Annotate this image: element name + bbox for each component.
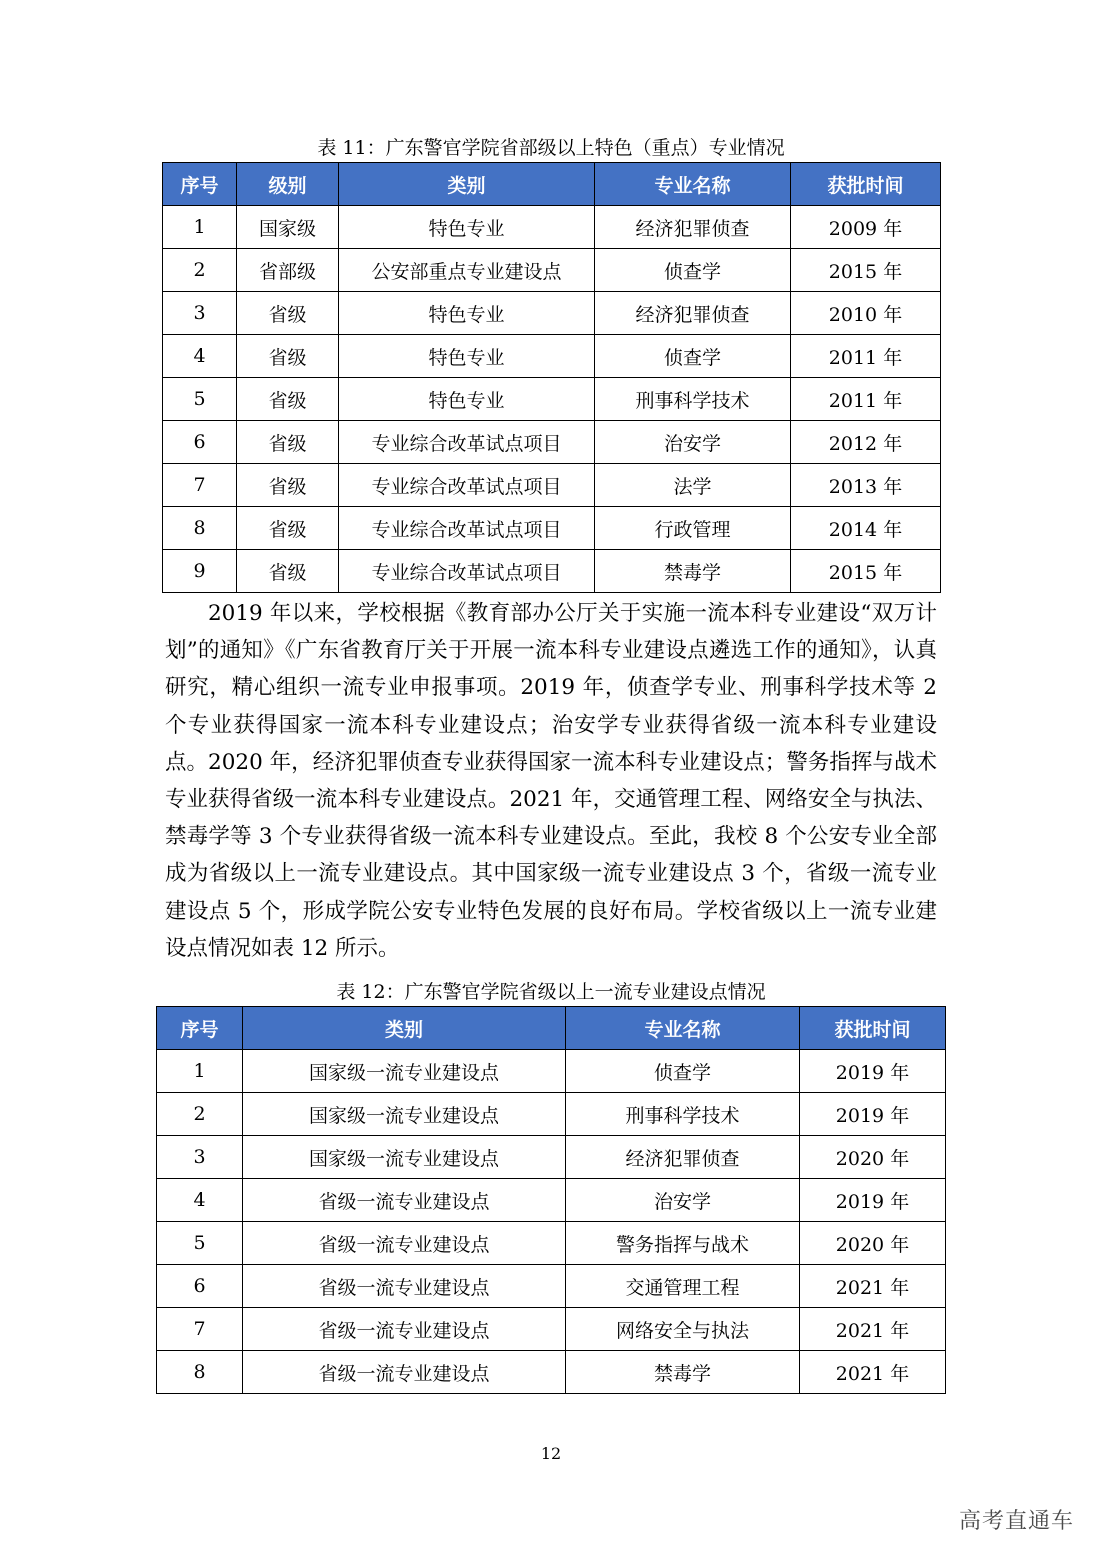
cell-major: 网络安全与执法 bbox=[566, 1308, 800, 1351]
cell-category: 省级一流专业建设点 bbox=[243, 1308, 566, 1351]
cell-level: 国家级 bbox=[237, 206, 339, 249]
cell-year: 2011 年 bbox=[791, 378, 941, 421]
cell-year: 2021 年 bbox=[800, 1308, 946, 1351]
cell-index: 5 bbox=[163, 378, 237, 421]
cell-index: 8 bbox=[157, 1351, 243, 1394]
cell-major: 警务指挥与战术 bbox=[566, 1222, 800, 1265]
table-row bbox=[157, 1222, 946, 1265]
cell-major: 禁毒学 bbox=[566, 1351, 800, 1394]
table-row bbox=[157, 1050, 946, 1093]
column-header: 级别 bbox=[237, 163, 339, 206]
cell-major: 法学 bbox=[595, 464, 791, 507]
cell-level: 省级 bbox=[237, 421, 339, 464]
cell-year: 2019 年 bbox=[800, 1050, 946, 1093]
column-header: 获批时间 bbox=[800, 1007, 946, 1050]
table-row bbox=[157, 1351, 946, 1394]
cell-year: 2019 年 bbox=[800, 1093, 946, 1136]
cell-major: 经济犯罪侦查 bbox=[595, 292, 791, 335]
table-row bbox=[157, 1265, 946, 1308]
cell-index: 2 bbox=[163, 249, 237, 292]
cell-index: 1 bbox=[163, 206, 237, 249]
cell-level: 省级 bbox=[237, 378, 339, 421]
table-header-row bbox=[157, 1007, 946, 1050]
table-row bbox=[157, 1093, 946, 1136]
cell-year: 2009 年 bbox=[791, 206, 941, 249]
cell-year: 2014 年 bbox=[791, 507, 941, 550]
cell-category: 专业综合改革试点项目 bbox=[339, 464, 595, 507]
cell-major: 交通管理工程 bbox=[566, 1265, 800, 1308]
cell-major: 经济犯罪侦查 bbox=[595, 206, 791, 249]
cell-category: 专业综合改革试点项目 bbox=[339, 550, 595, 593]
cell-category: 省级一流专业建设点 bbox=[243, 1179, 566, 1222]
table-row bbox=[157, 1179, 946, 1222]
cell-year: 2013 年 bbox=[791, 464, 941, 507]
column-header: 获批时间 bbox=[791, 163, 941, 206]
table-row bbox=[163, 378, 941, 421]
cell-major: 刑事科学技术 bbox=[566, 1093, 800, 1136]
cell-category: 省级一流专业建设点 bbox=[243, 1351, 566, 1394]
cell-major: 禁毒学 bbox=[595, 550, 791, 593]
cell-category: 特色专业 bbox=[339, 292, 595, 335]
cell-index: 4 bbox=[157, 1179, 243, 1222]
table-header-row bbox=[163, 163, 941, 206]
table-row bbox=[163, 421, 941, 464]
cell-level: 省部级 bbox=[237, 249, 339, 292]
cell-category: 省级一流专业建设点 bbox=[243, 1222, 566, 1265]
cell-category: 国家级一流专业建设点 bbox=[243, 1136, 566, 1179]
column-header: 类别 bbox=[243, 1007, 566, 1050]
cell-category: 专业综合改革试点项目 bbox=[339, 507, 595, 550]
cell-category: 专业综合改革试点项目 bbox=[339, 421, 595, 464]
table-row bbox=[157, 1308, 946, 1351]
table-row bbox=[163, 550, 941, 593]
column-header: 专业名称 bbox=[595, 163, 791, 206]
cell-index: 7 bbox=[157, 1308, 243, 1351]
table-row bbox=[157, 1136, 946, 1179]
cell-category: 国家级一流专业建设点 bbox=[243, 1050, 566, 1093]
cell-year: 2010 年 bbox=[791, 292, 941, 335]
cell-major: 侦查学 bbox=[566, 1050, 800, 1093]
page-number: 12 bbox=[540, 1444, 562, 1463]
cell-level: 省级 bbox=[237, 335, 339, 378]
cell-level: 省级 bbox=[237, 292, 339, 335]
cell-index: 4 bbox=[163, 335, 237, 378]
cell-category: 特色专业 bbox=[339, 335, 595, 378]
table-12 bbox=[156, 1006, 946, 1394]
cell-year: 2019 年 bbox=[800, 1179, 946, 1222]
cell-year: 2020 年 bbox=[800, 1136, 946, 1179]
cell-major: 侦查学 bbox=[595, 249, 791, 292]
table-row bbox=[163, 292, 941, 335]
cell-index: 6 bbox=[157, 1265, 243, 1308]
watermark: 高考直通车 bbox=[958, 1509, 1074, 1534]
cell-index: 2 bbox=[157, 1093, 243, 1136]
cell-index: 7 bbox=[163, 464, 237, 507]
cell-major: 刑事科学技术 bbox=[595, 378, 791, 421]
cell-year: 2021 年 bbox=[800, 1265, 946, 1308]
cell-major: 侦查学 bbox=[595, 335, 791, 378]
cell-major: 行政管理 bbox=[595, 507, 791, 550]
cell-category: 公安部重点专业建设点 bbox=[339, 249, 595, 292]
cell-year: 2015 年 bbox=[791, 550, 941, 593]
body-paragraph: 2019 年以来，学校根据《教育部办公厅关于实施一流本科专业建设“双万计划”的通知》《广东省教育厅关于开展一流本科专业建设点遴选工作的通知》，认真研究，精心组织一流专业申报事项。2019 年，侦查学专业、刑事科学技术等 2 个专业获得国家一流本科专业建设点；治安学专业获得省级一流本科专业建设点。2020 年，经济犯罪侦查专业获得国家一流本科专业建设点；警务指挥与战术专业获得省级一流本科专业建设点。2021 年，交通管理工程、网络安全与执法、禁毒学等 3 个专业获得省级一流本科专业建设点。至此，我校 8 个公安专业全部成为省级以上一流专业建设点。其中国家级一流专业建设点 3 个，省级一流专业建设点 5 个，形成学院公安专业特色发展的良好布局。学校省级以上一流专业建设点情况如表 12 所示。 bbox=[165, 601, 937, 961]
table-row bbox=[163, 206, 941, 249]
table-row bbox=[163, 335, 941, 378]
cell-year: 2011 年 bbox=[791, 335, 941, 378]
cell-level: 省级 bbox=[237, 464, 339, 507]
cell-index: 9 bbox=[163, 550, 237, 593]
column-header: 序号 bbox=[163, 163, 237, 206]
cell-category: 省级一流专业建设点 bbox=[243, 1265, 566, 1308]
table-12-caption: 表 12：广东警官学院省级以上一流专业建设点情况 bbox=[336, 981, 766, 1003]
cell-major: 治安学 bbox=[566, 1179, 800, 1222]
table-row bbox=[163, 507, 941, 550]
cell-year: 2015 年 bbox=[791, 249, 941, 292]
cell-level: 省级 bbox=[237, 550, 339, 593]
cell-index: 5 bbox=[157, 1222, 243, 1265]
cell-year: 2020 年 bbox=[800, 1222, 946, 1265]
column-header: 类别 bbox=[339, 163, 595, 206]
table-row bbox=[163, 249, 941, 292]
table-11 bbox=[162, 162, 941, 593]
cell-year: 2012 年 bbox=[791, 421, 941, 464]
cell-index: 8 bbox=[163, 507, 237, 550]
cell-category: 国家级一流专业建设点 bbox=[243, 1093, 566, 1136]
cell-category: 特色专业 bbox=[339, 378, 595, 421]
column-header: 专业名称 bbox=[566, 1007, 800, 1050]
cell-index: 6 bbox=[163, 421, 237, 464]
cell-index: 1 bbox=[157, 1050, 243, 1093]
cell-level: 省级 bbox=[237, 507, 339, 550]
cell-year: 2021 年 bbox=[800, 1351, 946, 1394]
cell-index: 3 bbox=[163, 292, 237, 335]
table-11-caption: 表 11：广东警官学院省部级以上特色（重点）专业情况 bbox=[317, 137, 785, 159]
table-row bbox=[163, 464, 941, 507]
cell-category: 特色专业 bbox=[339, 206, 595, 249]
column-header: 序号 bbox=[157, 1007, 243, 1050]
cell-index: 3 bbox=[157, 1136, 243, 1179]
cell-major: 治安学 bbox=[595, 421, 791, 464]
cell-major: 经济犯罪侦查 bbox=[566, 1136, 800, 1179]
